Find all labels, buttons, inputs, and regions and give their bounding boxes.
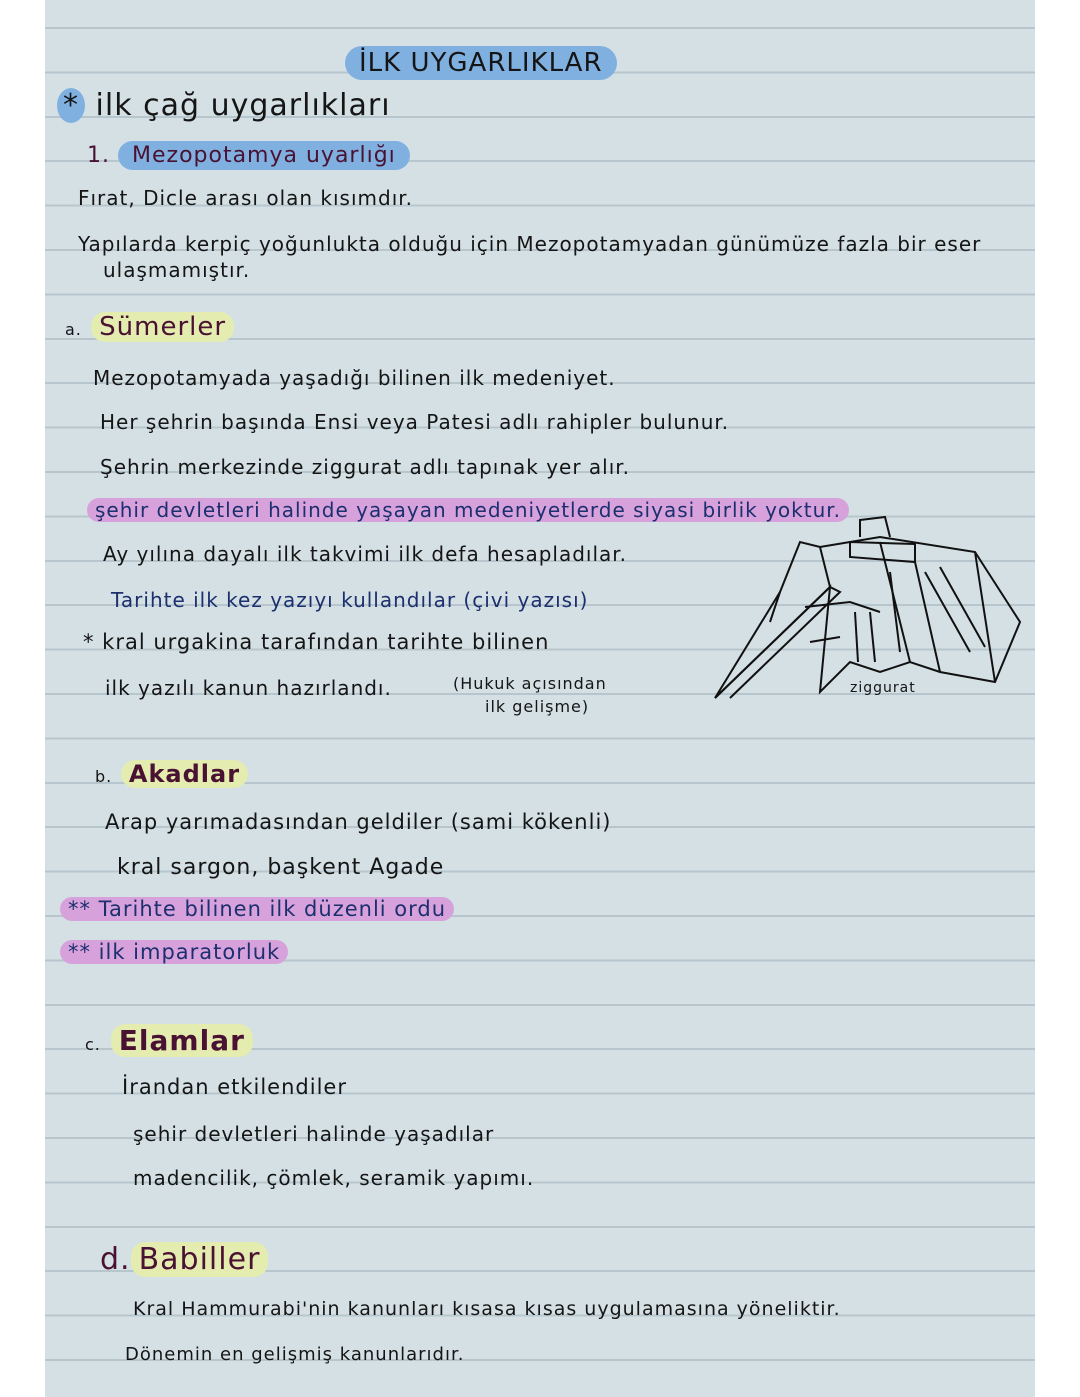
sumer-note: ilk gelişme) (485, 697, 590, 716)
star-bullet-icon: * (57, 88, 85, 123)
heading-elamlar: c. Elamlar (85, 1024, 253, 1057)
sumer-line: Tarihte ilk kez yazıyı kullandılar (çivi yazısı) (111, 588, 589, 612)
heading-sumerler: a. Sümerler (65, 312, 234, 342)
sumer-line: Ay yılına dayalı ilk takvimi ilk defa hesapladılar. (103, 542, 628, 566)
sumer-highlighted-line: şehir devletleri halinde yaşayan medeniyetlerde siyasi birlik yoktur. (87, 498, 849, 522)
akad-line: Arap yarımadasından geldiler (sami kökenli) (105, 810, 612, 834)
intro-line: Yapılarda kerpiç yoğunlukta olduğu için Mezopotamyadan günümüze fazla bir eser (78, 232, 982, 256)
sumer-note: (Hukuk açısından (453, 674, 607, 693)
page-title: İLK UYGARLIKLAR (345, 48, 617, 78)
sumer-line: ilk yazılı kanun hazırlandı. (105, 676, 392, 700)
intro-line: ulaşmamıştır. (103, 258, 251, 282)
babil-line: Kral Hammurabi'nin kanunları kısasa kısas uygulamasına yöneliktir. (133, 1298, 841, 1320)
subsection-heading: 1. Mezopotamya uyarlığı (87, 143, 410, 168)
elam-line: şehir devletleri halinde yaşadılar (133, 1122, 495, 1146)
figure-caption: ziggurat (850, 680, 916, 696)
notebook-page (45, 0, 1035, 1397)
akad-starred-line: ** Tarihte bilinen ilk düzenli ordu (60, 897, 454, 921)
heading-babiller: d. Babiller (100, 1242, 268, 1277)
babil-line: Dönemin en gelişmiş kanunlarıdır. (125, 1344, 465, 1365)
heading-akadlar: b. Akadlar (95, 760, 248, 788)
sumer-line: * kral urgakina tarafından tarihte bilinen (83, 630, 550, 654)
akad-line: kral sargon, başkent Agade (117, 855, 445, 880)
intro-line: Fırat, Dicle arası olan kısımdır. (78, 186, 414, 210)
sumer-line: Mezopotamyada yaşadığı bilinen ilk medeniyet. (93, 366, 616, 390)
elam-line: madencilik, çömlek, seramik yapımı. (133, 1166, 535, 1190)
elam-line: İrandan etkilendiler (122, 1075, 347, 1099)
section-heading: * ilk çağ uygarlıkları (57, 88, 391, 123)
akad-starred-line: ** ilk imparatorluk (60, 940, 288, 964)
sumer-line: Şehrin merkezinde ziggurat adlı tapınak yer alır. (100, 455, 631, 479)
sumer-line: Her şehrin başında Ensi veya Patesi adlı rahipler bulunur. (100, 410, 730, 434)
